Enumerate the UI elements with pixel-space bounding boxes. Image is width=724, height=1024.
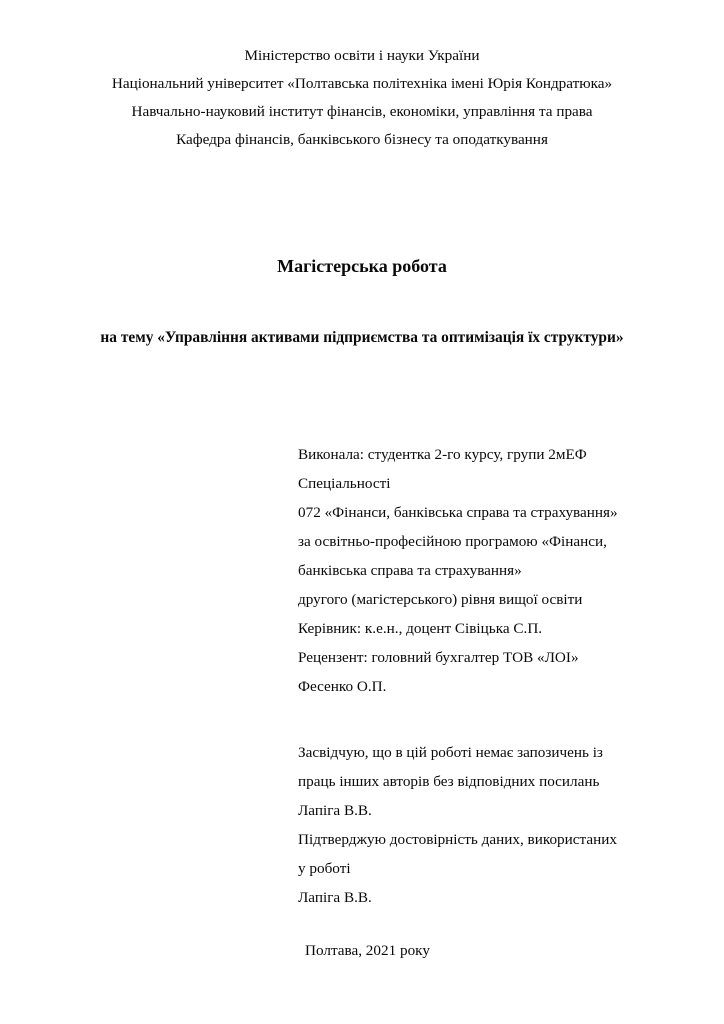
author-line-program-1: за освітньо-професійною програмою «Фінанси, [298,533,607,550]
author-line-reviewer: Рецензент: головний бухгалтер ТОВ «ЛОІ» [298,649,579,666]
header-line-university: Національний університет «Полтавська політехніка імені Юрія Кондратюка» [111,75,613,92]
institution-header [40,42,684,154]
author-line-specialty-label: Спеціальності [298,475,391,492]
author-line-performer: Виконала: студентка 2-го курсу, групи 2мЕФ [298,446,587,463]
declaration-signature-1: Лапіга В.В. [298,802,372,819]
header-line-institute: Навчально-науковий інститут фінансів, економіки, управління та права [131,103,593,120]
declaration-line-accuracy-2: у роботі [298,860,351,877]
declaration-line-originality-2: праць інших авторів без відповідних посилань [298,773,600,790]
work-type-title: Магістерська робота [277,256,447,276]
declaration-line-originality-1: Засвідчую, що в цій роботі немає запозичень із [298,744,603,761]
place-and-year: Полтава, 2021 року [305,942,430,959]
author-line-program-2: банківська справа та страхування» [298,562,522,579]
author-line-supervisor: Керівник: к.е.н., доцент Сівіцька С.П. [298,620,543,637]
author-line-reviewer-name: Фесенко О.П. [298,678,387,695]
declaration-line-accuracy-1: Підтверджую достовірність даних, використаних [298,831,617,848]
thesis-subject-line: на тему «Управління активами підприємства та оптимізація їх структури» [100,329,624,346]
declaration-block [298,738,698,912]
header-line-ministry: Міністерство освіти і науки України [244,47,480,64]
author-line-degree-level: другого (магістерського) рівня вищої освіти [298,591,583,608]
declaration-signature-2: Лапіга В.В. [298,889,372,906]
header-line-department: Кафедра фінансів, банківського бізнесу та оподаткування [176,131,548,148]
author-line-specialty-code: 072 «Фінанси, банківська справа та страхування» [298,504,618,521]
author-details-block [298,440,698,701]
